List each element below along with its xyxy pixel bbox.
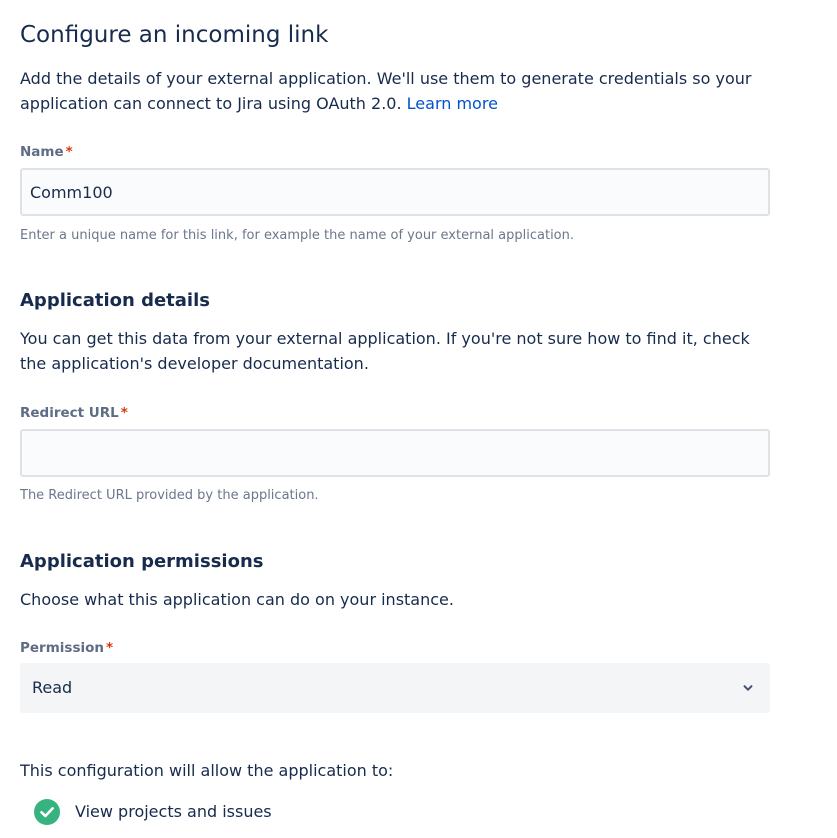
redirect-url-label <box>20 405 128 421</box>
redirect-url-help-text: The Redirect URL provided by the application. <box>20 488 319 503</box>
name-input[interactable] <box>20 168 770 216</box>
chevron-down-icon <box>742 682 754 694</box>
name-label-text: Name <box>20 144 64 160</box>
application-details-title: Application details <box>20 290 210 311</box>
permission-label <box>20 640 113 656</box>
permission-select[interactable] <box>20 663 770 713</box>
permission-selected-value: Read <box>32 678 73 697</box>
intro-text <box>20 66 770 116</box>
list-item <box>34 798 272 826</box>
name-help-text: Enter a unique name for this link, for example the name of your external application. <box>20 228 575 243</box>
intro-description: Add the details of your external application. We'll use them to generate credentials so your application can connect to Jira using OAuth 2.0. <box>20 69 752 113</box>
application-permissions-description: Choose what this application can do on your instance. <box>20 590 454 609</box>
required-marker: * <box>65 144 73 160</box>
permission-label-text: Permission <box>20 640 104 656</box>
allow-intro-text: This configuration will allow the application to: <box>20 761 394 780</box>
redirect-url-input[interactable] <box>20 429 770 477</box>
application-details-description: You can get this data from your external application. If you're not sure how to find it, check the application's developer documentation. <box>20 329 750 373</box>
required-marker: * <box>120 405 128 421</box>
page-title: Configure an incoming link <box>20 22 329 48</box>
permission-item-label: View projects and issues <box>75 802 272 821</box>
required-marker: * <box>106 640 114 656</box>
name-label <box>20 144 73 160</box>
check-circle-icon <box>34 799 60 825</box>
redirect-url-label-text: Redirect URL <box>20 405 119 421</box>
learn-more-link[interactable]: Learn more <box>406 94 498 113</box>
application-permissions-title: Application permissions <box>20 551 264 572</box>
